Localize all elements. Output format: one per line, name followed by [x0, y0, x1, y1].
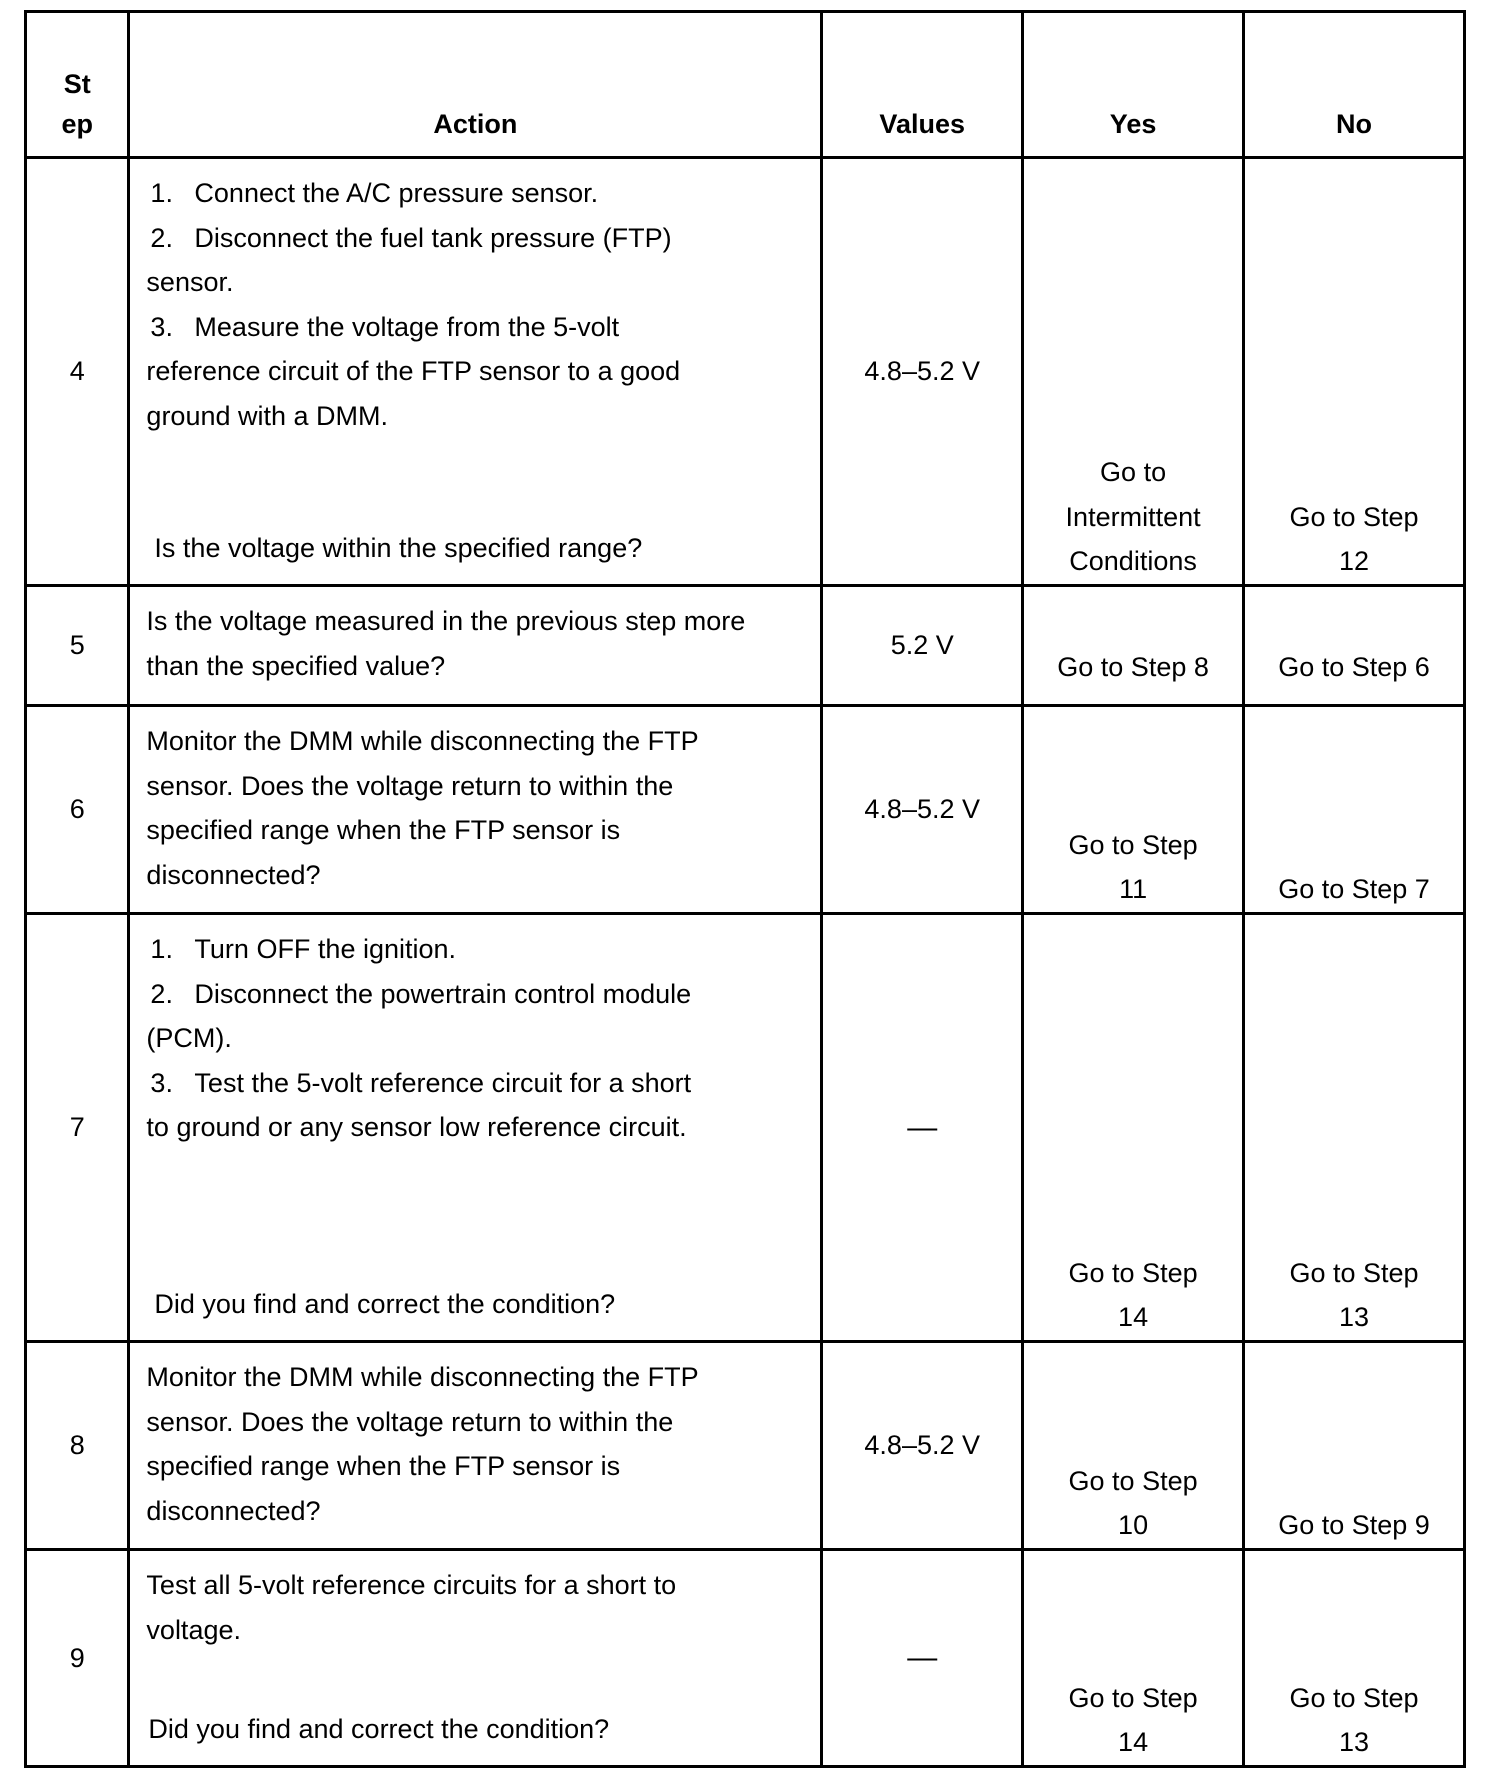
header-no: No [1244, 12, 1465, 158]
value-cell: — [822, 914, 1023, 1342]
step-number: 8 [26, 1342, 129, 1550]
table-row [26, 158, 1465, 586]
table-row [26, 586, 1465, 706]
no-cell: Go to Step 9 [1244, 1342, 1465, 1550]
header-row [26, 12, 1465, 158]
yes-cell: Go to Step 10 [1023, 1342, 1244, 1550]
question: Did you find and correct the condition? [148, 1714, 610, 1744]
no-cell: Go to Step 13 [1244, 1550, 1465, 1767]
step-number: 9 [26, 1550, 129, 1767]
action-cell: Test all 5-volt reference circuits for a short to voltage. Did you find and correct the condition? [129, 1550, 822, 1767]
header-yes: Yes [1023, 12, 1244, 158]
yes-cell: Go to Step 8 [1023, 586, 1244, 706]
value-cell: 5.2 V [822, 586, 1023, 706]
action-cell: 1. Connect the A/C pressure sensor. 2. Disconnect the fuel tank pressure (FTP) sensor. 3. Measure the voltage from the 5-volt reference circuit of the FTP sensor to a good ground with a DMM. Is the voltage within the specified range? [129, 158, 822, 586]
action-cell: Monitor the DMM while disconnecting the FTP sensor. Does the voltage return to within the specified range when the FTP sensor is disconnected? [129, 706, 822, 914]
step-number: 7 [26, 914, 129, 1342]
action-cell: 1. Turn OFF the ignition. 2. Disconnect the powertrain control module (PCM). 3. Test the 5-volt reference circuit for a short to ground or any sensor low reference circuit. Did you find and correct the condition? [129, 914, 822, 1342]
table-row [26, 914, 1465, 1342]
no-cell: Go to Step 13 [1244, 914, 1465, 1342]
header-action: Action [129, 12, 822, 158]
question: Did you find and correct the condition? [154, 1289, 616, 1319]
action-cell: Is the voltage measured in the previous step more than the specified value? [129, 586, 822, 706]
value-cell: 4.8–5.2 V [822, 1342, 1023, 1550]
no-cell: Go to Step 6 [1244, 586, 1465, 706]
step-number: 4 [26, 158, 129, 586]
value-cell: 4.8–5.2 V [822, 158, 1023, 586]
value-cell: — [822, 1550, 1023, 1767]
yes-cell: Go to Step 14 [1023, 1550, 1244, 1767]
header-step: St ep [26, 12, 129, 158]
step-number: 6 [26, 706, 129, 914]
yes-cell: Go to Step 11 [1023, 706, 1244, 914]
step-number: 5 [26, 586, 129, 706]
no-cell: Go to Step 12 [1244, 158, 1465, 586]
question: Is the voltage within the specified range? [154, 533, 643, 563]
table-row [26, 1550, 1465, 1767]
table-row [26, 1342, 1465, 1550]
yes-cell: Go to Step 14 [1023, 914, 1244, 1342]
value-cell: 4.8–5.2 V [822, 706, 1023, 914]
no-cell: Go to Step 7 [1244, 706, 1465, 914]
diagnostic-table [24, 10, 1466, 1768]
table-row [26, 706, 1465, 914]
header-values: Values [822, 12, 1023, 158]
yes-cell: Go to Intermittent Conditions [1023, 158, 1244, 586]
action-cell: Monitor the DMM while disconnecting the FTP sensor. Does the voltage return to within the specified range when the FTP sensor is disconnected? [129, 1342, 822, 1550]
